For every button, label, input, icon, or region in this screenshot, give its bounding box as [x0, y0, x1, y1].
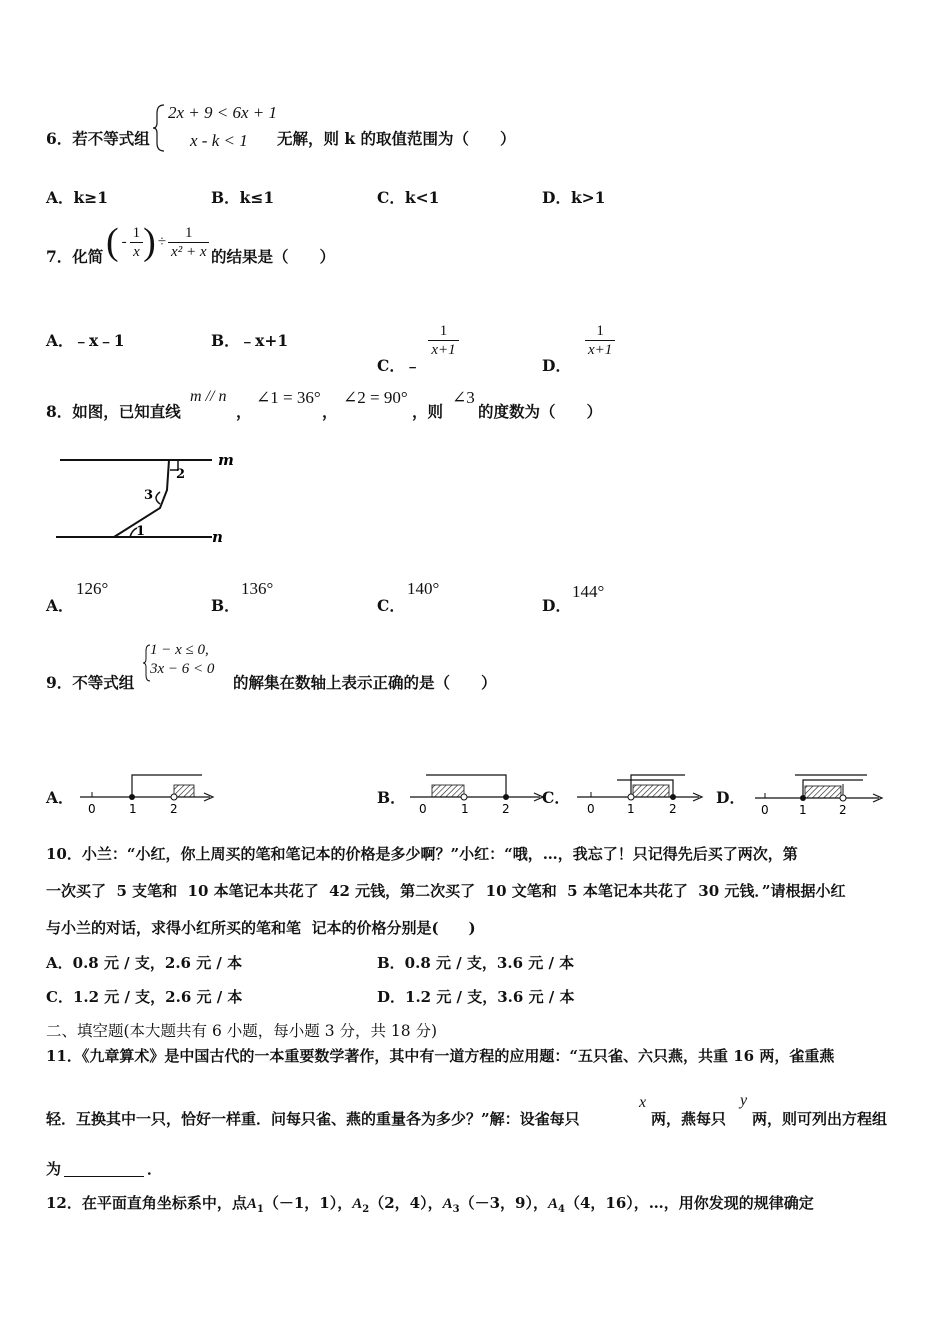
- q9-numberline-c: [577, 770, 707, 816]
- q7-stem: 7．化简: [46, 247, 104, 266]
- q11-line-1: 11．《九章算术》是中国古代的一本重要数学著作，其中有一道方程的应用题：“五只雀、六只燕，共重 16 两，雀重燕: [46, 1047, 835, 1065]
- tick-0: 0: [761, 803, 769, 816]
- q7-option-c[interactable]: C． ﹣ $\frac{1}{x+1}$: [377, 304, 459, 376]
- q9-suffix: 的解集在数轴上表示正确的是（ ）: [233, 673, 497, 692]
- q7-suffix: 的结果是（ ）: [211, 247, 336, 266]
- q9-option-b[interactable]: B．: [377, 788, 406, 807]
- tick-0: 0: [88, 802, 96, 816]
- tick-2: 2: [170, 802, 178, 816]
- q8-stem: 8．如图，已知直线: [46, 402, 181, 421]
- q9-option-c[interactable]: C．: [542, 788, 570, 807]
- q9-option-d[interactable]: D．: [716, 788, 745, 807]
- q7-expression: ( - $\frac{1}{x}$ ) ÷ $\frac{1}{\text{x² + x}}$: [106, 222, 209, 262]
- q11-answer-blank[interactable]: [64, 1162, 144, 1177]
- q12-line-1: 12．在平面直角坐标系中，点$A_1(-1$，1），$A_2(2$，4），$A_3(-3$，9），$A_4(4$，16），…，用你发现的规律确定: [46, 1194, 814, 1215]
- q6-inequality-2: x - k < 1: [190, 131, 248, 150]
- q10-option-b[interactable]: B．0.8 元 / 支，3.6 元 / 本: [377, 954, 575, 972]
- label-2: 2: [176, 467, 186, 482]
- q11-line-2b: 两，燕每只: [651, 1110, 727, 1128]
- q9-numberline-a: [80, 770, 220, 816]
- tick-1: 1: [461, 802, 469, 816]
- q10-option-d[interactable]: D．1.2 元 / 支，3.6 元 / 本: [377, 988, 575, 1006]
- q11-line-2c: 两，则可列出方程组: [752, 1110, 888, 1128]
- label-n: n: [212, 528, 223, 546]
- q8-figure: [52, 448, 252, 550]
- label-m: m: [218, 451, 234, 469]
- q9-inequality-2: 3x − 6 < 0: [150, 661, 215, 677]
- q8-option-c[interactable]: C．: [377, 596, 405, 615]
- q8-suffix: 的度数为（ ）: [478, 402, 603, 421]
- q8-angle-2: ∠2 = 90°: [343, 388, 408, 407]
- q10-line-1: 10．小兰：“小红，你上周买的笔和笔记本的价格是多少啊？”小红：“哦，…，我忘了！只记得先后买了两次，第: [46, 845, 798, 863]
- tick-0: 0: [419, 802, 427, 816]
- section-title: 二、填空题(本大题共有 6 小题，每小题 3 分，共 18 分): [46, 1022, 438, 1040]
- q6-inequality-1: 2x + 9 < 6x + 1: [168, 103, 278, 122]
- q11-var-x: x: [639, 1094, 647, 1111]
- q7-option-d[interactable]: D． $\frac{1}{x+1}$: [542, 304, 615, 376]
- q8-option-a[interactable]: A．: [46, 596, 74, 615]
- tick-1: 1: [129, 802, 137, 816]
- tick-1: 1: [799, 803, 807, 816]
- q10-option-c[interactable]: C．1.2 元 / 支，2.6 元 / 本: [46, 988, 243, 1006]
- tick-2: 2: [502, 802, 510, 816]
- q9-numberline-b: [410, 770, 550, 816]
- q6-option-d[interactable]: D．k>1: [542, 188, 606, 207]
- tick-1: 1: [627, 802, 635, 816]
- q9-stem: 9．不等式组: [46, 673, 135, 692]
- q6-brace: [152, 103, 166, 153]
- q8-m-parallel-n: m // n: [190, 388, 227, 405]
- q9-numberline-d: [755, 770, 887, 816]
- q11-var-y: y: [740, 1092, 748, 1109]
- q10-option-a[interactable]: A．0.8 元 / 支，2.6 元 / 本: [46, 954, 243, 972]
- tick-2: 2: [669, 802, 677, 816]
- tick-0: 0: [587, 802, 595, 816]
- q8-option-b[interactable]: B．: [211, 596, 240, 615]
- q6-stem: 6．若不等式组: [46, 129, 150, 148]
- q7-option-b[interactable]: B．﹣x+1: [211, 331, 289, 350]
- q11-line-3: 为 ．: [46, 1160, 163, 1178]
- q8-option-d[interactable]: D．: [542, 596, 571, 615]
- q11-line-2a: 轻．互换其中一只，恰好一样重．问每只雀、燕的重量各为多少？”解：设雀每只: [46, 1110, 580, 1128]
- q9-option-a[interactable]: A．: [46, 788, 74, 807]
- q6-suffix: 无解，则 k 的取值范围为（ ）: [277, 129, 516, 148]
- label-3: 3: [144, 488, 154, 503]
- q10-line-2: 一次买了 5 支笔和 10 本笔记本共花了 42 元钱，第二次买了 10 文笔和 5 本笔记本共花了 30 元钱．”请根据小红: [46, 882, 846, 900]
- q10-line-3: 与小兰的对话，求得小红所买的笔和笔 记本的价格分别是( ): [46, 919, 476, 937]
- label-1: 1: [136, 524, 146, 539]
- q9-inequality-1: 1 − x ≤ 0,: [150, 642, 209, 658]
- tick-2: 2: [839, 803, 847, 816]
- q8-angle-3: ∠3: [452, 388, 475, 407]
- q6-option-b[interactable]: B．k≤1: [211, 188, 275, 207]
- q7-option-a[interactable]: A．﹣x﹣1: [46, 331, 125, 350]
- q6-option-c[interactable]: C．k<1: [377, 188, 440, 207]
- q8-angle-1: ∠1 = 36°: [256, 388, 321, 407]
- q6-option-a[interactable]: A．k≥1: [46, 188, 109, 207]
